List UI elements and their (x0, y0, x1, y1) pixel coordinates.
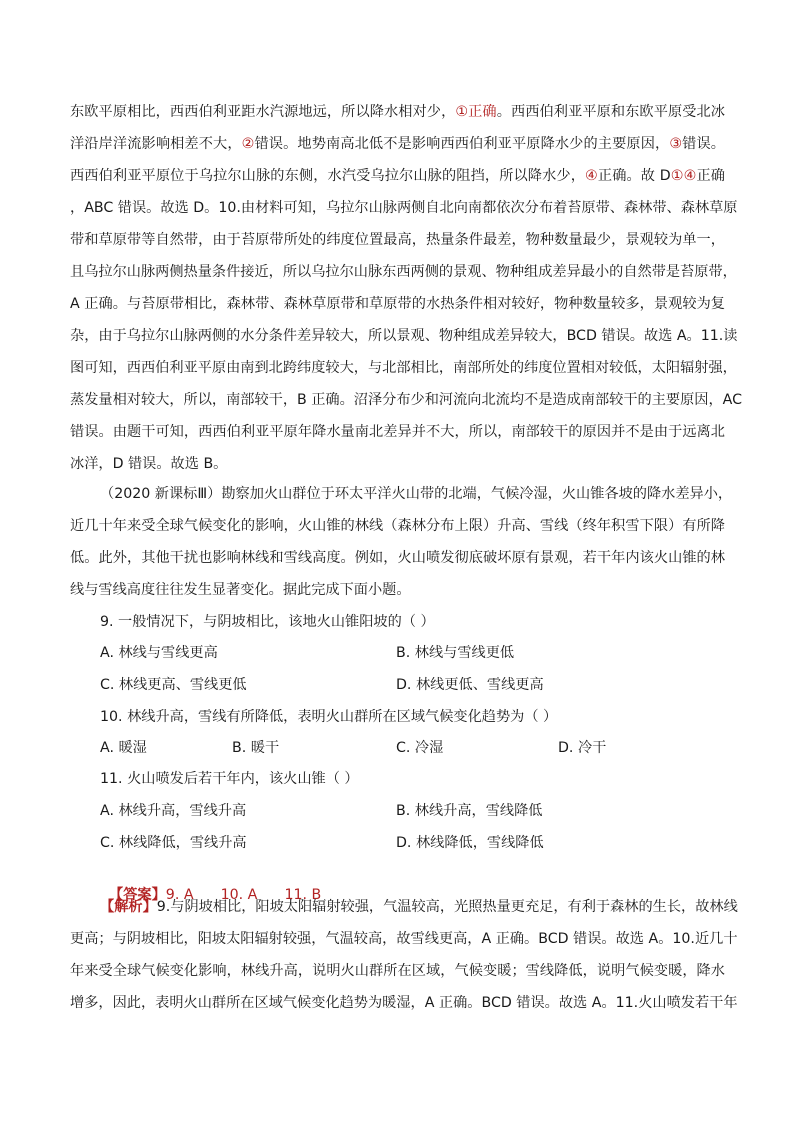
explanation-text: 西西伯利亚平原位于乌拉尔山脉的东侧，水汽受乌拉尔山脉的阻挡，所以降水少， (70, 168, 586, 184)
passage-line-1: （2020 新课标Ⅲ）勘察加火山群位于环太平洋火山带的北端，气候冷湿，火山锥各坡的降水差异小， (100, 486, 733, 502)
explanation-text: 正确 (696, 168, 725, 184)
explanation-line-5 (70, 230, 725, 250)
explanation-line-12 (70, 454, 725, 474)
question-10-stem: 10. 林线升高，雪线有所降低，表明火山群所在区域气候变化趋势为（ ） (100, 709, 558, 725)
explanation-line-3 (70, 166, 725, 186)
explanation-text: 错误。由题干可知，西西伯利亚平原年降水量南北差异并不大，所以，南部较干的原因并不是由于远离北 (70, 424, 725, 440)
question-11-option-c: C. 林线降低，雪线升高 (100, 835, 247, 851)
explanation-text: 洋沿岸洋流影响相差不大， (70, 136, 242, 152)
highlight-marker: ④ (585, 168, 598, 184)
explanation-line-2 (70, 134, 725, 154)
question-11-stem: 11. 火山喷发后若干年内，该火山锥（ ） (100, 771, 359, 787)
explanation-line-7 (70, 294, 725, 314)
question-10-option-c: C. 冷湿 (396, 740, 444, 756)
analysis-line-3: 年来受全球气候变化影响，林线升高，说明火山群所在区域，气候变暖；雪线降低，说明气候变暖，降水 (70, 963, 725, 979)
analysis-text-1: 9.与阴坡相比，阳坡太阳辐射较强，气温较高，光照热量更充足，有利于森林的生长，故林线 (156, 899, 738, 915)
explanation-text: 错误。地势南高北低不是影响西西伯利亚平原降水少的主要原因， (254, 136, 670, 152)
explanation-text: 蒸发量相对较大，所以，南部较干，B 正确。沼泽分布少和河流向北流均不是造成南部较干的主要原因，AC (70, 392, 743, 408)
answer-tag: 【答案】 (109, 887, 166, 903)
explanation-line-6 (70, 262, 737, 282)
question-10-option-d: D. 冷干 (558, 740, 607, 756)
highlight-marker: ③ (669, 136, 683, 152)
explanation-text: 且乌拉尔山脉两侧热量条件接近，所以乌拉尔山脉东西两侧的景观、物种组成差异最小的自然带是苔原带， (70, 264, 737, 280)
explanation-text: 冰洋，D 错误。故选 B。 (70, 456, 228, 472)
highlight-marker: ② (241, 136, 255, 152)
question-10-option-b: B. 暖干 (232, 740, 280, 756)
question-10-option-a: A. 暖湿 (100, 740, 147, 756)
explanation-text: ，ABC 错误。故选 D。10.由材料可知，乌拉尔山脉两侧自北向南都依次分布着苔原带、森林带、森林草原 (70, 200, 738, 216)
explanation-line-8 (70, 326, 738, 346)
explanation-text: 带和草原带等自然带，由于苔原带所处的纬度位置最高，热量条件最差，物种数量最少，景观较为单一， (70, 232, 725, 248)
explanation-text: 正确。故 D (597, 168, 671, 184)
question-11-option-d: D. 林线降低，雪线降低 (396, 835, 544, 851)
explanation-line-1 (70, 102, 725, 122)
answer-values: 9. A 10. A 11. B (165, 887, 322, 903)
explanation-line-9 (70, 358, 737, 378)
passage-line-4: 线与雪线高度往往发生显著变化。据此完成下面小题。 (70, 582, 411, 598)
explanation-text: 错误。 (682, 136, 725, 152)
question-9-option-a: A. 林线与雪线更高 (100, 645, 218, 661)
explanation-text: 杂，由于乌拉尔山脉两侧的水分条件差异较大，所以景观、物种组成差异较大，BCD 错误。故选 A。11.读 (70, 328, 738, 344)
explanation-text: 东欧平原相比，西西伯利亚距水汽源地远，所以降水相对少， (70, 104, 456, 120)
analysis-line-2: 更高；与阴坡相比，阳坡太阳辐射较强，气温较高，故雪线更高，A 正确。BCD 错误。故选 A。10.近几十 (70, 931, 738, 947)
explanation-line-11 (70, 422, 725, 442)
analysis-tag: 【解析】 (100, 899, 157, 915)
passage-line-2: 近几十年来受全球气候变化的影响，火山锥的林线（森林分布上限）升高、雪线（终年积雪下限）有所降 (70, 518, 725, 534)
highlight-marker: ①④ (670, 168, 697, 184)
question-9-option-c: C. 林线更高、雪线更低 (100, 677, 247, 693)
question-11-option-a: A. 林线升高，雪线升高 (100, 803, 247, 819)
question-9-option-d: D. 林线更低、雪线更高 (396, 677, 544, 693)
question-9-stem: 9. 一般情况下，与阴坡相比，该地火山锥阳坡的（ ） (100, 614, 435, 630)
explanation-text: 图可知，西西伯利亚平原由南到北跨纬度较大，与北部相比，南部所处的纬度位置相对较低，太阳辐射强， (70, 360, 737, 376)
question-9-option-b: B. 林线与雪线更低 (396, 645, 515, 661)
analysis-line-1 (100, 897, 738, 917)
explanation-text: 。西西伯利亚平原和东欧平原受北冰 (496, 104, 725, 120)
analysis-line-4: 增多，因此，表明火山群所在区域气候变化趋势为暖湿，A 正确。BCD 错误。故选 A。11.火山喷发若干年 (70, 995, 738, 1011)
explanation-line-4 (70, 198, 738, 218)
highlight-marker: ①正确 (455, 104, 497, 120)
passage-line-3: 低。此外，其他干扰也影响林线和雪线高度。例如，火山喷发彻底破坏原有景观，若干年内该火山锥的林 (70, 550, 725, 566)
question-11-option-b: B. 林线升高，雪线降低 (396, 803, 543, 819)
explanation-line-10 (70, 390, 743, 410)
explanation-text: A 正确。与苔原带相比，森林带、森林草原带和草原带的水热条件相对较好，物种数量较多，景观较为复 (70, 296, 725, 312)
